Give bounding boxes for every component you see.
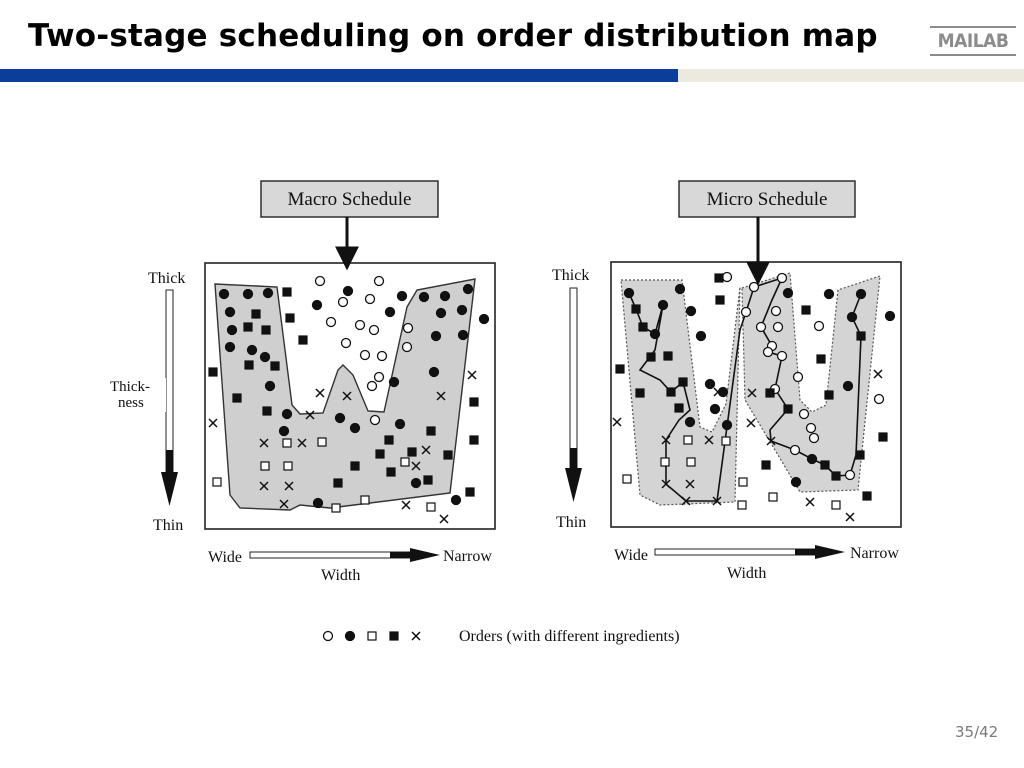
filled-circle-order <box>313 301 322 310</box>
macro-y-top-label: Thick <box>148 270 186 287</box>
micro-y-top-label: Thick <box>552 267 590 284</box>
filled-circle-order <box>686 418 695 427</box>
macro-x-title: Width <box>321 567 361 584</box>
open-circle-order <box>366 295 375 304</box>
filled-square-order <box>616 365 624 373</box>
filled-circle-order <box>430 368 439 377</box>
macro-x-left-label: Wide <box>208 549 243 566</box>
macro-y-arrow-head <box>161 472 178 506</box>
micro-x-arrow-shaft <box>655 549 815 555</box>
open-circle-order <box>772 307 781 316</box>
open-square-order <box>332 504 340 512</box>
logo-text: MAILAB <box>937 30 1009 52</box>
filled-square-order <box>857 332 865 340</box>
micro-y-bottom-label: Thin <box>556 514 587 531</box>
open-circle-order <box>327 318 336 327</box>
filled-circle-order <box>226 308 235 317</box>
open-circle-order <box>404 324 413 333</box>
open-circle-order <box>368 382 377 391</box>
filled-circle-order <box>398 292 407 301</box>
filled-circle-order <box>687 307 696 316</box>
filled-square-order <box>262 326 270 334</box>
open-square-order <box>283 439 291 447</box>
legend-filled-square-icon <box>390 632 398 640</box>
filled-circle-order <box>480 315 489 324</box>
filled-square-order <box>408 448 416 456</box>
filled-circle-order <box>808 455 817 464</box>
filled-circle-order <box>228 326 237 335</box>
filled-circle-order <box>226 343 235 352</box>
macro-x-right-label: Narrow <box>443 548 492 565</box>
open-circle-order <box>807 424 816 433</box>
filled-square-order <box>802 306 810 314</box>
macro-y-arrow-shaft <box>166 290 173 472</box>
filled-circle-order <box>848 313 857 322</box>
open-circle-order <box>370 326 379 335</box>
open-circle-order <box>846 471 855 480</box>
open-square-order <box>623 475 631 483</box>
filled-circle-order <box>244 290 253 299</box>
filled-circle-order <box>697 332 706 341</box>
open-circle-order <box>750 283 759 292</box>
filled-circle-order <box>396 420 405 429</box>
filled-square-order <box>632 305 640 313</box>
filled-square-order <box>821 461 829 469</box>
filled-square-order <box>716 296 724 304</box>
legend-filled-circle-icon <box>346 632 355 641</box>
filled-circle-order <box>266 382 275 391</box>
open-circle-order <box>810 434 819 443</box>
micro-x-title: Width <box>727 565 767 582</box>
filled-square-order <box>263 407 271 415</box>
open-circle-order <box>791 446 800 455</box>
macro-y-title-1: Thick- <box>110 379 150 395</box>
filled-square-order <box>244 323 252 331</box>
open-square-order <box>722 437 730 445</box>
legend-symbols <box>324 632 421 641</box>
open-circle-order <box>742 308 751 317</box>
open-circle-order <box>800 410 809 419</box>
filled-square-order <box>715 274 723 282</box>
filled-square-order <box>647 353 655 361</box>
filled-circle-order <box>651 330 660 339</box>
filled-square-order <box>271 362 279 370</box>
filled-square-order <box>286 314 294 322</box>
filled-circle-order <box>420 293 429 302</box>
micro-x-arrow-head <box>815 545 845 559</box>
filled-circle-order <box>825 290 834 299</box>
filled-square-order <box>209 368 217 376</box>
open-circle-order <box>361 351 370 360</box>
filled-square-order <box>252 310 260 318</box>
open-square-order <box>361 496 369 504</box>
filled-square-order <box>639 323 647 331</box>
open-circle-order <box>778 352 787 361</box>
filled-circle-order <box>437 309 446 318</box>
filled-square-order <box>424 476 432 484</box>
filled-circle-order <box>719 388 728 397</box>
filled-square-order <box>863 492 871 500</box>
filled-circle-order <box>711 405 720 414</box>
page-number: 35/42 <box>955 723 999 741</box>
open-square-order <box>738 501 746 509</box>
open-circle-order <box>875 395 884 404</box>
legend-label: Orders (with different ingredients) <box>459 628 680 645</box>
open-circle-order <box>356 321 365 330</box>
open-square-order <box>769 493 777 501</box>
filled-square-order <box>283 288 291 296</box>
micro-y-arrow-head <box>565 468 582 502</box>
filled-circle-order <box>676 285 685 294</box>
open-square-order <box>284 462 292 470</box>
micro-y-arrow-shaft <box>570 288 577 468</box>
filled-circle-order <box>723 421 732 430</box>
filled-square-order <box>879 433 887 441</box>
filled-circle-order <box>792 478 801 487</box>
filled-square-order <box>766 389 774 397</box>
filled-circle-order <box>261 353 270 362</box>
filled-circle-order <box>844 382 853 391</box>
filled-circle-order <box>336 414 345 423</box>
macro-schedule-label: Macro Schedule <box>287 189 412 210</box>
filled-circle-order <box>452 496 461 505</box>
micro-x-left-label: Wide <box>614 547 649 564</box>
legend-cross-icon <box>412 632 420 640</box>
open-circle-order <box>764 348 773 357</box>
macro-x-arrow-shaft <box>250 552 410 558</box>
filled-circle-order <box>706 380 715 389</box>
filled-square-order <box>351 462 359 470</box>
macro-y-bottom-label: Thin <box>153 517 184 534</box>
filled-circle-order <box>314 499 323 508</box>
filled-square-order <box>376 450 384 458</box>
open-circle-order <box>378 352 387 361</box>
open-circle-order <box>778 274 787 283</box>
filled-circle-order <box>625 289 634 298</box>
open-circle-order <box>815 322 824 331</box>
filled-square-order <box>825 391 833 399</box>
filled-square-order <box>385 436 393 444</box>
filled-square-order <box>636 389 644 397</box>
open-square-order <box>427 503 435 511</box>
filled-circle-order <box>248 346 257 355</box>
filled-circle-order <box>264 289 273 298</box>
filled-square-order <box>444 451 452 459</box>
open-square-order <box>318 438 326 446</box>
open-circle-order <box>339 298 348 307</box>
filled-square-order <box>299 336 307 344</box>
open-square-order <box>213 478 221 486</box>
legend-open-circle-icon <box>324 632 333 641</box>
filled-circle-order <box>784 289 793 298</box>
filled-square-order <box>675 404 683 412</box>
filled-square-order <box>679 378 687 386</box>
filled-square-order <box>470 436 478 444</box>
open-square-order <box>261 462 269 470</box>
filled-square-order <box>664 352 672 360</box>
open-square-order <box>661 458 669 466</box>
filled-square-order <box>817 355 825 363</box>
open-circle-order <box>794 373 803 382</box>
filled-circle-order <box>458 306 467 315</box>
micro-x-right-label: Narrow <box>850 545 899 562</box>
filled-circle-order <box>283 410 292 419</box>
filled-circle-order <box>220 290 229 299</box>
open-square-order <box>832 501 840 509</box>
filled-circle-order <box>464 285 473 294</box>
open-circle-order <box>403 343 412 352</box>
filled-circle-order <box>441 292 450 301</box>
open-circle-order <box>316 277 325 286</box>
filled-square-order <box>245 361 253 369</box>
filled-circle-order <box>351 424 360 433</box>
open-square-order <box>684 436 692 444</box>
open-circle-order <box>375 373 384 382</box>
open-square-order <box>401 458 409 466</box>
filled-circle-order <box>659 301 668 310</box>
filled-square-order <box>832 472 840 480</box>
filled-square-order <box>470 398 478 406</box>
open-square-order <box>739 478 747 486</box>
legend-open-square-icon <box>368 632 376 640</box>
filled-square-order <box>762 461 770 469</box>
filled-square-order <box>784 405 792 413</box>
open-circle-order <box>723 273 732 282</box>
filled-square-order <box>667 388 675 396</box>
filled-square-order <box>466 488 474 496</box>
micro-schedule-label: Micro Schedule <box>706 189 828 210</box>
filled-circle-order <box>386 308 395 317</box>
macro-x-arrow-head <box>410 548 440 562</box>
filled-circle-order <box>886 312 895 321</box>
filled-square-order <box>233 394 241 402</box>
open-circle-order <box>774 323 783 332</box>
filled-square-order <box>387 468 395 476</box>
open-circle-order <box>342 339 351 348</box>
open-circle-order <box>371 416 380 425</box>
filled-circle-order <box>344 287 353 296</box>
filled-square-order <box>427 427 435 435</box>
macro-y-title-2: ness <box>118 395 144 411</box>
filled-circle-order <box>857 290 866 299</box>
open-circle-order <box>375 277 384 286</box>
filled-circle-order <box>390 378 399 387</box>
filled-circle-order <box>412 479 421 488</box>
open-square-order <box>687 458 695 466</box>
open-circle-order <box>757 323 766 332</box>
filled-square-order <box>334 479 342 487</box>
filled-circle-order <box>459 331 468 340</box>
filled-circle-order <box>280 427 289 436</box>
micro-diagram <box>552 181 901 582</box>
filled-square-order <box>856 451 864 459</box>
filled-circle-order <box>432 332 441 341</box>
macro-diagram <box>108 181 495 584</box>
slide-title: Two-stage scheduling on order distribution map <box>28 18 878 54</box>
